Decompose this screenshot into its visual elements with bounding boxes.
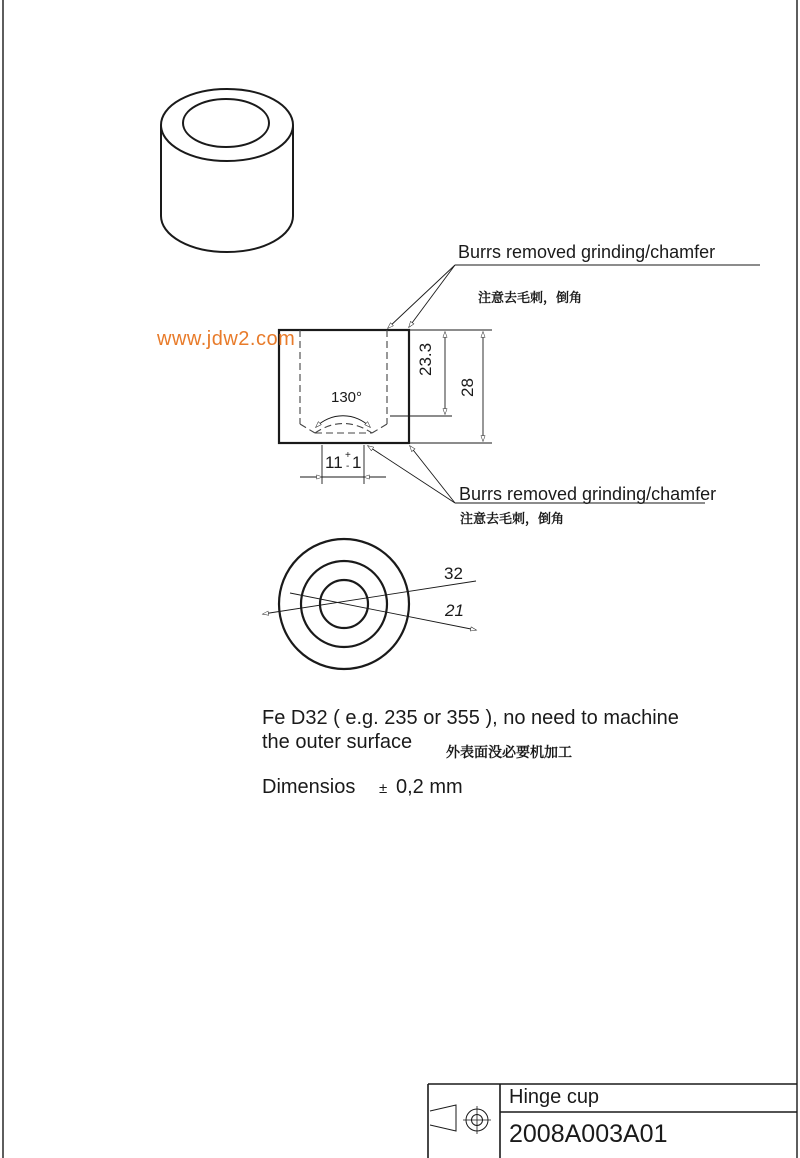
isometric-view [161, 89, 293, 252]
leader-bottom-2 [368, 446, 455, 503]
dim-text-bore: 11 [325, 453, 343, 472]
burr-note-top-cn: 注意去毛刺，倒角 [478, 291, 583, 306]
dim-tolerance-value: 1 [352, 453, 362, 472]
dim-text-angle: 130° [331, 389, 363, 406]
dim-tolerance-upper: + [345, 450, 351, 461]
iso-body [161, 125, 293, 252]
dim-text-28: 28 [458, 378, 477, 397]
tolerance-value: 0,2 mm [396, 776, 463, 798]
iso-top-inner [183, 99, 269, 147]
dim-tolerance-lower: - [346, 461, 350, 472]
watermark: www.jdw2.com [157, 328, 296, 350]
hidden-bore [300, 330, 387, 433]
angle-arc [316, 416, 370, 427]
projection-symbol-cone [430, 1105, 456, 1131]
material-note-line2: the outer surface [262, 731, 413, 753]
dim-text-32: 32 [444, 564, 463, 583]
dim-text-23-3: 23.3 [416, 342, 435, 376]
burr-note-bottom: Burrs removed grinding/chamfer [459, 484, 717, 504]
leader-top-2 [409, 265, 455, 327]
burr-note-bottom-cn: 注意去毛刺，倒角 [460, 512, 565, 527]
material-note-line1: Fe D32 ( e.g. 235 or 355 ), no need to machine [262, 707, 679, 729]
leader-bottom-1 [410, 446, 455, 503]
material-note-cn: 外表面没必要机加工 [446, 745, 572, 761]
tolerance-label: Dimensios [262, 776, 356, 798]
side-view [279, 330, 409, 443]
dim-text-21: 21 [445, 601, 464, 620]
part-name: Hinge cup [509, 1086, 600, 1108]
burr-note-top: Burrs removed grinding/chamfer [458, 242, 716, 262]
leader-top-1 [388, 265, 455, 328]
drawing-number: 2008A003A01 [509, 1120, 668, 1148]
tolerance-symbol: ± [379, 780, 388, 797]
side-view-outline [279, 330, 409, 443]
